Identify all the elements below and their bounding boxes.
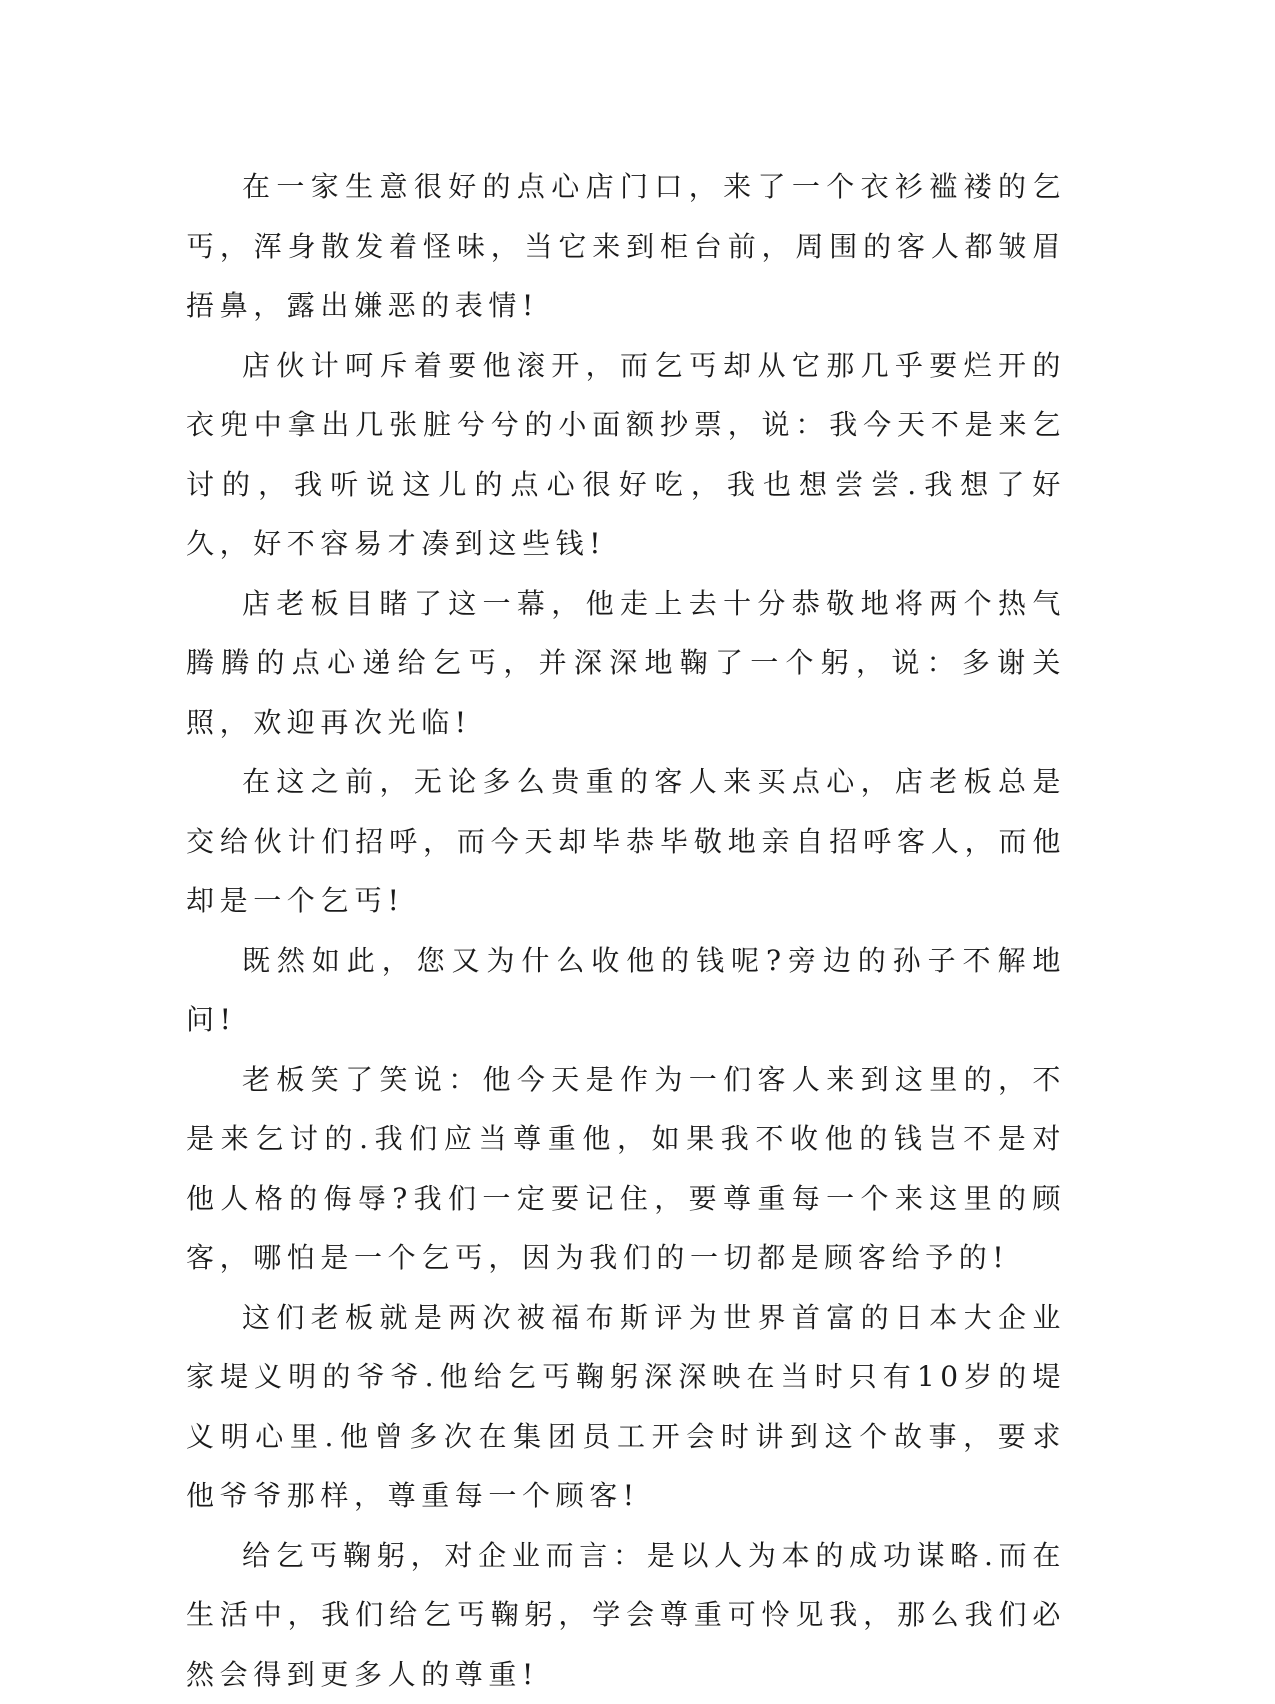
document-body [186,157,1066,1704]
paragraph-5: 既然如此，您又为什么收他的钱呢?旁边的孙子不解地问! [186,931,1066,1050]
paragraph-2: 店伙计呵斥着要他滚开，而乞丐却从它那几乎要烂开的衣兜中拿出几张脏兮兮的小面额抄票，说：我今天不是来乞讨的，我听说这儿的点心很好吃，我也想尝尝.我想了好久，好不容易才凑到这些钱! [186,336,1066,574]
paragraph-7: 这们老板就是两次被福布斯评为世界首富的日本大企业家堤义明的爷爷.他给乞丐鞠躬深深映在当时只有10岁的堤义明心里.他曾多次在集团员工开会时讲到这个故事，要求他爷爷那样，尊重每一个顾客! [186,1288,1066,1526]
paragraph-4: 在这之前，无论多么贵重的客人来买点心，店老板总是交给伙计们招呼，而今天却毕恭毕敬地亲自招呼客人，而他却是一个乞丐! [186,752,1066,931]
paragraph-3: 店老板目睹了这一幕，他走上去十分恭敬地将两个热气腾腾的点心递给乞丐，并深深地鞠了一个躬，说：多谢关照，欢迎再次光临! [186,574,1066,753]
paragraph-6: 老板笑了笑说：他今天是作为一们客人来到这里的，不是来乞讨的.我们应当尊重他，如果我不收他的钱岂不是对他人格的侮辱?我们一定要记住，要尊重每一个来这里的顾客，哪怕是一个乞丐，因为我们的一切都是顾客给予的! [186,1050,1066,1288]
paragraph-8: 给乞丐鞠躬，对企业而言：是以人为本的成功谋略.而在生活中，我们给乞丐鞠躬，学会尊重可怜见我，那么我们必然会得到更多人的尊重! [186,1526,1066,1704]
paragraph-1: 在一家生意很好的点心店门口，来了一个衣衫褴褛的乞丐，浑身散发着怪味，当它来到柜台前，周围的客人都皱眉捂鼻，露出嫌恶的表情! [186,157,1066,336]
